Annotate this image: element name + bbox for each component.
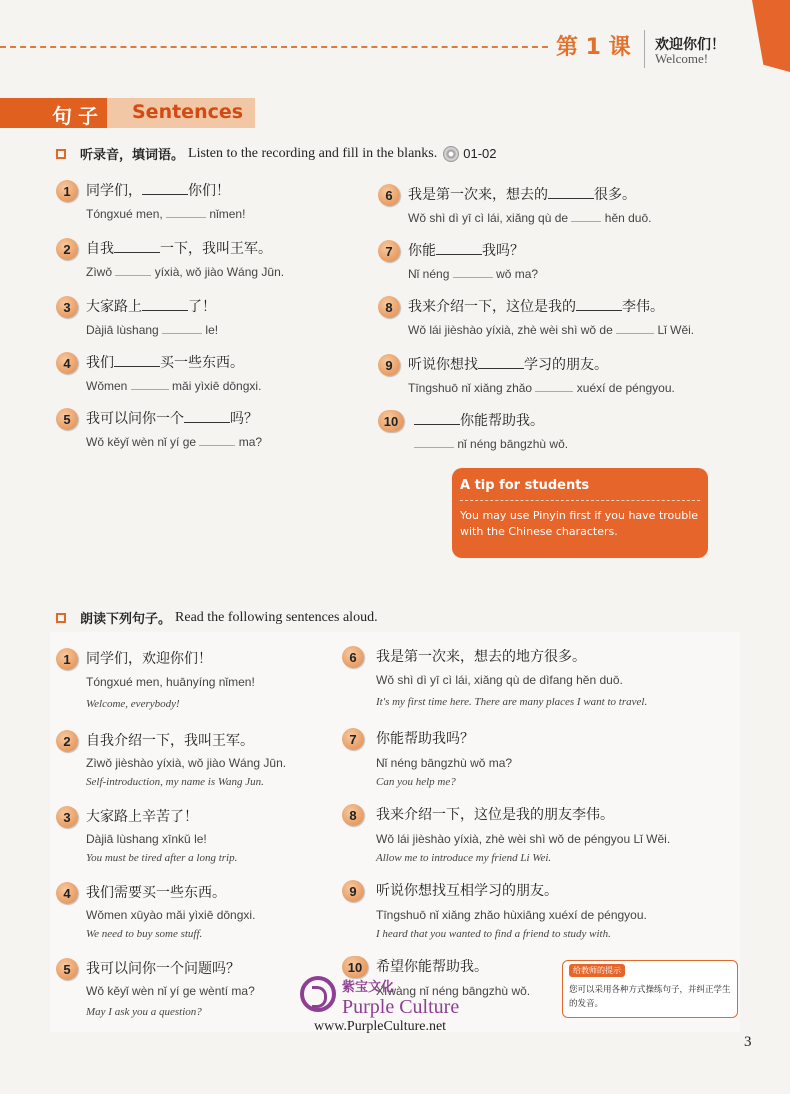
sentence-pinyin: Wǒ kěyǐ wèn nǐ yí ge wèntí ma? — [86, 984, 255, 998]
sentence-english: I heard that you wanted to find a friend to study with. — [376, 928, 611, 940]
sentence-pinyin: Dàjiā lùshang xīnkǔ le! — [86, 832, 207, 846]
part1-instruction-en: Listen to the recording and fill in the blanks. — [188, 145, 438, 161]
item-pinyin: Zìwǒ yíxià, wǒ jiào Wáng Jūn. — [86, 265, 285, 279]
item-number: 8 — [378, 296, 400, 318]
item-chinese: 我是第一次来，想去的 很多。 — [408, 187, 636, 203]
sentence-english: It's my first time here. There are many places I want to travel. — [376, 696, 648, 708]
tip-divider — [460, 500, 700, 501]
sentence-chinese: 听说你想找互相学习的朋友。 — [376, 883, 558, 899]
item-pinyin: Tīngshuō nǐ xiǎng zhǎo xuéxí de péngyou. — [408, 381, 675, 395]
sentence-chinese: 我来介绍一下，这位是我的朋友李伟。 — [376, 807, 614, 823]
item-number: 5 — [56, 408, 78, 430]
part1-instruction-cn: 听录音，填词语。 — [80, 148, 185, 163]
item-number: 10 — [342, 956, 368, 978]
lesson-title-en: Welcome! — [655, 51, 709, 66]
part2-instruction — [56, 608, 378, 627]
sentence-english: May I ask you a question? — [86, 1006, 202, 1018]
watermark-url[interactable]: www.PurpleCulture.net — [314, 1019, 447, 1034]
sentence-pinyin: Wǒ shì dì yī cì lái, xiǎng qù de dìfang hěn duō. — [376, 673, 623, 687]
item-chinese: 你能帮助我。 — [414, 410, 544, 430]
item-number: 1 — [56, 648, 78, 670]
item-pinyin: Dàjiā lùshang le! — [86, 323, 219, 337]
item-chinese: 自我 一下，我叫王军。 — [86, 241, 272, 257]
purple-culture-logo-icon — [300, 976, 336, 1012]
section-title-cn: 句子 — [52, 104, 104, 128]
sentence-english: Welcome, everybody! — [86, 698, 180, 710]
item-number: 9 — [378, 354, 400, 376]
item-chinese: 你能 我吗？ — [408, 243, 524, 259]
header-divider — [644, 30, 645, 68]
audio-track-number: 01-02 — [463, 146, 497, 161]
sentence-chinese: 我可以问你一个问题吗？ — [86, 961, 240, 977]
sentence-english: You must be tired after a long trip. — [86, 852, 238, 864]
sentence-pinyin: Zìwǒ jièshào yíxià, wǒ jiào Wáng Jūn. — [86, 756, 287, 770]
section-title-en: Sentences — [132, 101, 244, 123]
item-number: 1 — [56, 180, 78, 202]
item-number: 3 — [56, 296, 78, 318]
checkbox-icon — [56, 149, 66, 159]
sentence-english: Self-introduction, my name is Wang Jun. — [86, 776, 264, 788]
item-number: 2 — [56, 238, 78, 260]
sentence-english: Allow me to introduce my friend Li Wei. — [376, 852, 552, 864]
answer-blank[interactable] — [436, 254, 482, 255]
item-pinyin: Wǒ kěyǐ wèn nǐ yí ge ma? — [86, 435, 263, 449]
item-number: 6 — [378, 184, 400, 206]
sentence-pinyin: Tīngshuō nǐ xiǎng zhǎo hùxiāng xuéxí de péngyou. — [376, 908, 647, 922]
item-pinyin: Tóngxué men, nǐmen! — [86, 207, 246, 221]
corner-tab — [752, 0, 790, 72]
part2-instruction-en: Read the following sentences aloud. — [175, 609, 378, 625]
answer-blank[interactable] — [414, 424, 460, 425]
teacher-tip-label: 给教师的提示 — [569, 964, 625, 977]
item-number: 6 — [342, 646, 364, 668]
sentence-chinese: 大家路上辛苦了！ — [86, 809, 198, 825]
page-number: 3 — [744, 1034, 752, 1050]
sentence-chinese: 你能帮助我吗？ — [376, 731, 474, 747]
sentence-pinyin: Xīwàng nǐ néng bāngzhù wǒ. — [376, 984, 531, 998]
sentence-chinese: 自我介绍一下，我叫王军。 — [86, 733, 254, 749]
sentence-chinese: 我们需要买一些东西。 — [86, 885, 226, 901]
answer-blank[interactable] — [548, 198, 594, 199]
watermark-en: Purple Culture — [342, 996, 460, 1018]
item-pinyin: Wǒmen mǎi yìxiē dōngxi. — [86, 379, 262, 393]
item-chinese: 我来介绍一下，这位是我的 李伟。 — [408, 299, 664, 315]
item-number: 8 — [342, 804, 364, 826]
item-number: 5 — [56, 958, 78, 980]
part1-instruction — [56, 144, 496, 163]
answer-blank[interactable] — [478, 368, 524, 369]
sentence-english: Can you help me? — [376, 776, 456, 788]
watermark-cn: 紫宝文化 — [342, 980, 395, 995]
sentence-chinese: 同学们，欢迎你们！ — [86, 651, 212, 667]
answer-blank[interactable] — [142, 310, 188, 311]
item-pinyin: Wǒ lái jièshào yíxià, zhè wèi shì wǒ de Lǐ Wěi. — [408, 323, 695, 337]
item-chinese: 我可以问你一个 吗？ — [86, 411, 258, 427]
item-pinyin: Wǒ shì dì yī cì lái, xiǎng qù de hěn duō. — [408, 211, 652, 225]
tip-body: You may use Pinyin first if you have trouble with the Chinese characters. — [460, 509, 699, 538]
item-number: 4 — [56, 882, 78, 904]
header-dashed-line — [0, 46, 548, 48]
sentence-english: We need to buy some stuff. — [86, 928, 203, 940]
lesson-title-cn: 欢迎你们！ — [655, 37, 725, 53]
sentence-pinyin: Wǒ lái jièshào yíxià, zhè wèi shì wǒ de péngyou Lǐ Wěi. — [376, 832, 671, 846]
item-chinese: 大家路上 了！ — [86, 299, 216, 315]
item-number: 2 — [56, 730, 78, 752]
item-chinese: 我们 买一些东西。 — [86, 355, 244, 371]
sentence-chinese: 我是第一次来，想去的地方很多。 — [376, 649, 586, 665]
item-pinyin: Nǐ néng wǒ ma? — [408, 267, 539, 281]
item-number: 10 — [378, 410, 404, 432]
sentence-chinese: 希望你能帮助我。 — [376, 959, 488, 975]
audio-cd-icon[interactable] — [443, 146, 459, 162]
student-tip-box — [452, 468, 708, 558]
item-number: 4 — [56, 352, 78, 374]
sentence-pinyin: Wǒmen xūyào mǎi yìxiē dōngxi. — [86, 908, 256, 922]
checkbox-icon — [56, 613, 66, 623]
item-number: 3 — [56, 806, 78, 828]
teacher-tip-body: 您可以采用各种方式操练句子，并纠正学生的发音。 — [569, 985, 731, 1009]
tip-title: A tip for students — [460, 478, 590, 493]
item-pinyin: nǐ néng bāngzhù wǒ. — [414, 437, 568, 451]
teacher-tip-box — [562, 960, 738, 1018]
item-number: 7 — [342, 728, 364, 750]
lesson-number: 第 1 课 — [556, 35, 631, 60]
answer-blank[interactable] — [576, 310, 622, 311]
answer-blank[interactable] — [184, 422, 230, 423]
sentence-pinyin: Tóngxué men, huānyíng nǐmen! — [86, 675, 255, 689]
item-chinese: 同学们， 你们！ — [86, 183, 230, 199]
part2-instruction-cn: 朗读下列句子。 — [80, 612, 172, 627]
item-number: 9 — [342, 880, 364, 902]
item-chinese: 听说你想找 学习的朋友。 — [408, 357, 608, 373]
answer-blank[interactable] — [142, 194, 188, 195]
sentence-pinyin: Nǐ néng bāngzhù wǒ ma? — [376, 756, 513, 770]
answer-blank[interactable] — [114, 252, 160, 253]
answer-blank[interactable] — [114, 366, 160, 367]
item-number: 7 — [378, 240, 400, 262]
